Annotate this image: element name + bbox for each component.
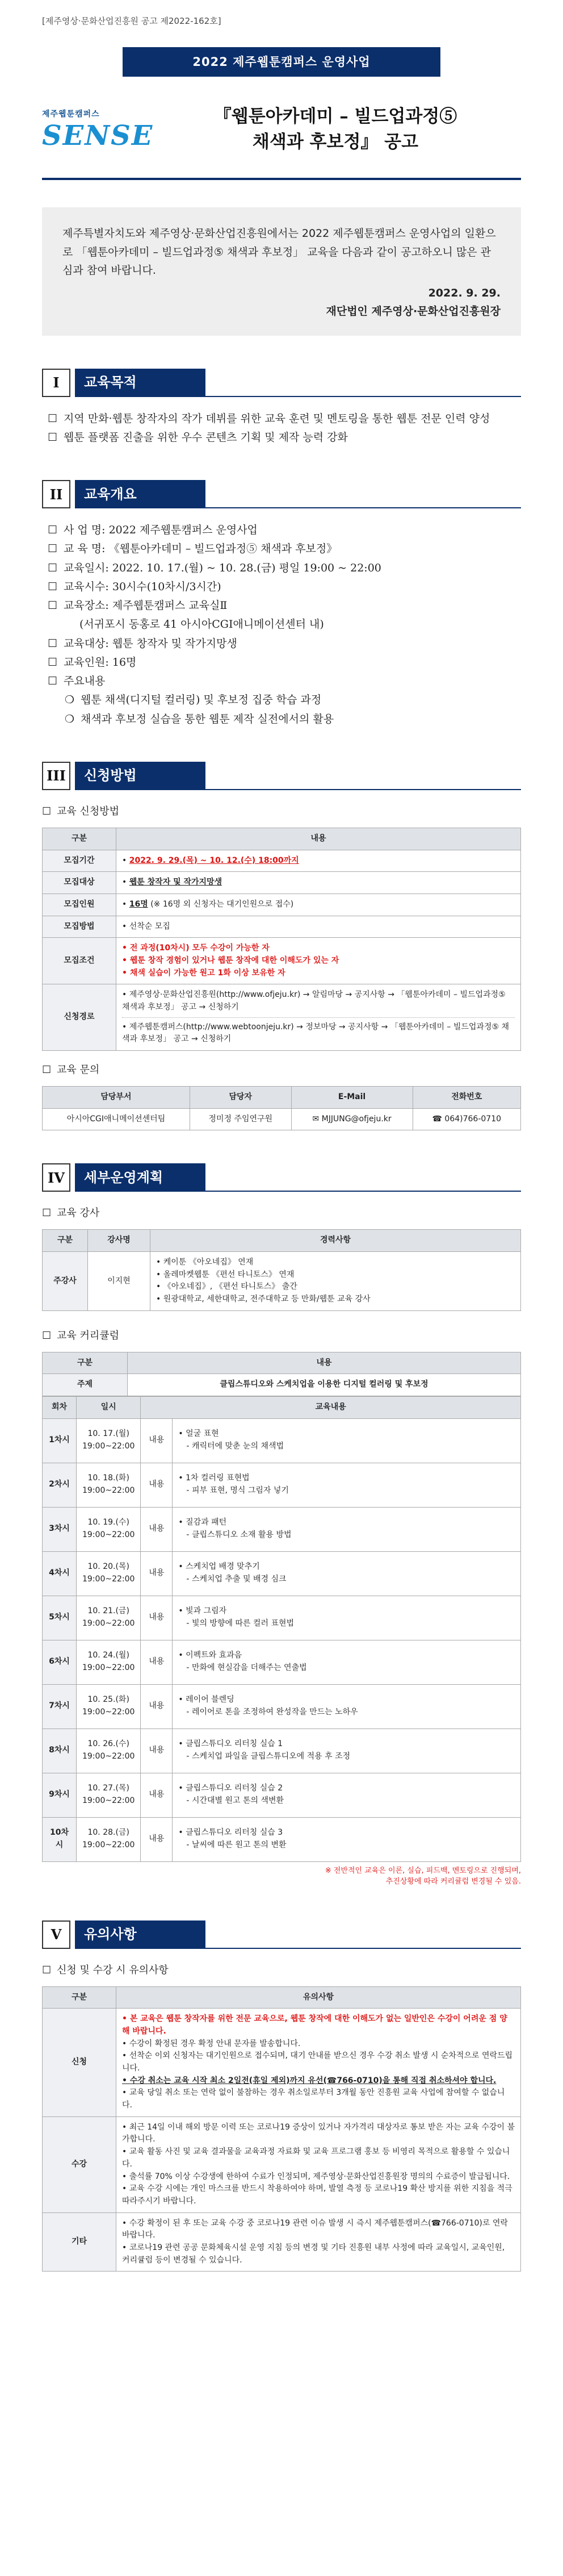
section-rule	[205, 480, 521, 508]
session-content: • 1차 컬러링 표현법 - 피부 표현, 명식 그림자 넣기	[173, 1463, 521, 1507]
session-kind: 내용	[141, 1817, 173, 1861]
table-key: 기타	[43, 2212, 116, 2272]
table-row	[43, 1251, 521, 1310]
table-key: 모집기간	[43, 850, 116, 872]
table-header: 강사명	[88, 1230, 150, 1252]
section-rule	[205, 762, 521, 790]
subsection-label: ☐ 신청 및 수강 시 유의사항	[42, 1963, 521, 1978]
section-number: I	[42, 369, 70, 397]
session-kind: 내용	[141, 1507, 173, 1551]
lecturer-table	[42, 1229, 521, 1310]
table-key: 수강	[43, 2116, 116, 2212]
subsection-label: ☐ 교육 강사	[42, 1205, 521, 1221]
session-rows	[43, 1418, 521, 1861]
square-bullet-icon: ☐	[42, 1329, 52, 1342]
session-number: 5차시	[43, 1596, 77, 1640]
table-header: 유의사항	[116, 1986, 521, 2009]
header-banner	[42, 47, 521, 180]
session-kind: 내용	[141, 1463, 173, 1507]
section-rule	[205, 1920, 521, 1949]
intro-date: 2022. 9. 29.	[428, 287, 501, 300]
list-item: ☐ 교육시수: 30시수(10차시/3시간)	[48, 578, 521, 596]
table-header: 구분	[43, 1352, 128, 1374]
session-number: 3차시	[43, 1507, 77, 1551]
session-datetime: 10. 19.(수) 19:00~22:00	[77, 1507, 141, 1551]
overview-list	[42, 521, 521, 729]
table-cell: 정미정 주임연구원	[190, 1108, 291, 1130]
table-header: 담당자	[190, 1087, 291, 1109]
session-kind: 내용	[141, 1418, 173, 1463]
section-header-purpose	[42, 369, 521, 397]
table-key: 모집인원	[43, 894, 116, 916]
apply-link-ofjeju[interactable]: 제주영상·문화산업진흥원(http://www.ofjeju.kr) → 알림마당 → 공지사항 → 「웹툰아카데미 – 빌드업과정⑤ 채색과 후보정」 공고 → 신청하기	[122, 990, 506, 1012]
table-header-row	[43, 1230, 521, 1252]
session-datetime: 10. 28.(금) 19:00~22:00	[77, 1817, 141, 1861]
table-row	[43, 850, 521, 872]
table-row	[43, 1684, 521, 1729]
apply-table	[42, 828, 521, 1051]
square-bullet-icon: ☐	[48, 542, 58, 556]
square-bullet-icon: ☐	[42, 805, 52, 817]
table-row	[43, 1596, 521, 1640]
square-bullet-icon: ☐	[42, 1964, 52, 1976]
session-kind: 내용	[141, 1640, 173, 1684]
table-row	[43, 2212, 521, 2272]
intro-org: 재단법인 제주영상·문화산업진흥원장	[326, 305, 501, 318]
session-number: 1차시	[43, 1418, 77, 1463]
title-line-2: 채색과 후보정』 공고	[252, 132, 419, 153]
section-number: II	[42, 480, 70, 508]
lecturer-career: • 케이툰 《아오네집》 연재 • 올레마켓웹툰 《편선 타니토스》 연재 • 《아오네집》, 《편선 타니토스》 출간 • 원광대학교, 세한대학교, 전주대학교 등 만화/웹툰 교육 강사	[150, 1251, 521, 1310]
caution-table	[42, 1986, 521, 2272]
session-number: 2차시	[43, 1463, 77, 1507]
email-link[interactable]: ✉ MJJUNG@ofjeju.kr	[291, 1108, 413, 1130]
section-title: 교육개요	[75, 480, 205, 508]
curriculum-note: ※ 전반적인 교육은 이론, 실습, 피드백, 멘토링으로 진행되며, 추진상황에 따라 커리큘럼 변경될 수 있음.	[325, 1866, 521, 1886]
section-rule	[205, 1163, 521, 1192]
table-row	[43, 1729, 521, 1773]
logo-small-text: 제주웹툰캠퍼스	[42, 110, 100, 119]
table-header: 전화번호	[413, 1087, 520, 1109]
session-kind: 내용	[141, 1684, 173, 1729]
section-title: 유의사항	[75, 1920, 205, 1949]
table-cell: 클립스튜디오와 스케치업을 이용한 디지털 컬러링 및 후보정	[128, 1374, 521, 1396]
table-header: 구분	[43, 1230, 88, 1252]
notice-title	[150, 104, 521, 155]
table-cell: • 최근 14일 이내 해외 방문 이력 또는 코로나19 증상이 있거나 자가격리 대상자로 통보 받은 자는 교육 수강이 불가합니다. • 교육 활동 사진 및 교육 결과물을 교육과정 자료화 및 교육 프로그램 홍보 등 비영리 목적으로 활용할 수 있습니다. • 출석률 70% 이상 수강생에 한하여 수료가 인정되며, 제주영상·문화산업진흥원장 명의의 수료증이 발급됩니다. • 교육 수강 시에는 개인 마스크를 반드시 착용하여야 하며, 발열 측정 등 코로나19 확산 방지를 위한 지침을 적극 따라주시기 바랍니다.	[116, 2116, 521, 2212]
table-cell: • 수강 확정이 된 후 또는 교육 수강 중 코로나19 관련 이슈 발생 시 즉시 제주웹툰캠퍼스(☎766-0710)로 연락바랍니다. • 코로나19 관련 공공 문화체육시설 운영 지침 등의 변경 및 기타 진흥원 내부 사정에 따라 교육일시, 교육인원, 커리큘럼 등이 변경될 수 있습니다.	[116, 2212, 521, 2272]
list-item: ☐ 주요내용	[48, 672, 521, 691]
title-line-1: 『웹툰아카데미 – 빌드업과정⑤	[213, 106, 457, 127]
notice-number: [제주영상·문화산업진흥원 공고 제2022-162호]	[42, 16, 221, 26]
list-item: ☐ 웹툰 플랫폼 진출을 위한 우수 콘텐츠 기획 및 제작 능력 강화	[48, 428, 521, 447]
contact-table	[42, 1086, 521, 1130]
campus-logo	[42, 108, 154, 152]
table-key: 신청경로	[43, 984, 116, 1051]
session-datetime: 10. 25.(화) 19:00~22:00	[77, 1684, 141, 1729]
table-header-row	[43, 1352, 521, 1374]
session-content: • 스케치업 배경 맞추기 - 스케치업 추출 및 배경 심크	[173, 1551, 521, 1596]
section-number: III	[42, 762, 70, 790]
session-content: • 클립스튜디오 리터칭 실습 3 - 날씨에 따른 원고 톤의 변환	[173, 1817, 521, 1861]
section-rule	[205, 369, 521, 397]
session-number: 4차시	[43, 1551, 77, 1596]
session-content: • 질감과 패턴 - 클립스튜디오 소재 활용 방법	[173, 1507, 521, 1551]
section-header-overview	[42, 480, 521, 508]
table-cell: • 전 과정(10차시) 모두 수강이 가능한 자 • 웹툰 창작 경험이 있거나 웹툰 창작에 대한 이해도가 있는 자 • 채색 실습이 가능한 원고 1화 이상 보유한 자	[116, 938, 521, 984]
purpose-list	[42, 410, 521, 448]
table-cell: 아시아CGI애니메이션센터팀	[43, 1108, 190, 1130]
square-bullet-icon: ☐	[48, 580, 58, 593]
session-kind: 내용	[141, 1773, 173, 1817]
subsection-label: ☐ 교육 문의	[42, 1062, 521, 1078]
table-header-row	[43, 1986, 521, 2009]
table-row	[43, 2009, 521, 2117]
table-cell: • 웹툰 창작자 및 작가지망생	[116, 872, 521, 894]
list-item: ☐ 교육인원: 16명	[48, 653, 521, 672]
table-key: 모집조건	[43, 938, 116, 984]
table-header: 경력사항	[150, 1230, 521, 1252]
apply-link-webtoonjeju[interactable]: 제주웹툰캠퍼스(http://www.webtoonjeju.kr) → 정보마당 → 공지사항 → 「웹툰아카데미 – 빌드업과정⑤ 채색과 후보정」 공고 → 신청하기	[122, 1022, 510, 1044]
session-number: 8차시	[43, 1729, 77, 1773]
table-header: 회차	[43, 1396, 77, 1418]
session-number: 7차시	[43, 1684, 77, 1729]
table-header-row	[43, 1396, 521, 1418]
table-row	[43, 1463, 521, 1507]
section-header-caution	[42, 1920, 521, 1949]
session-number: 9차시	[43, 1773, 77, 1817]
subsection-label: ☐ 교육 신청방법	[42, 804, 521, 820]
table-row	[43, 984, 521, 1051]
session-kind: 내용	[141, 1596, 173, 1640]
table-cell: • 제주영상·문화산업진흥원(http://www.ofjeju.kr) → 알림마당 → 공지사항 → 「웹툰아카데미 – 빌드업과정⑤ 채색과 후보정」 공고 → 신청하기 • 제주웹툰캠퍼스(http://www.webtoonjeju.kr) → 정보마당 → 공지사항 → 「웹툰아카데미 – 빌드업과정⑤ 채색과 후보정」 공고 → 신청하기	[116, 984, 521, 1051]
table-row	[43, 872, 521, 894]
table-header-row	[43, 1087, 521, 1109]
table-key: 신청	[43, 2009, 116, 2117]
square-bullet-icon: ☐	[48, 524, 58, 537]
banner-top: 2022 제주웹툰캠퍼스 운영사업	[123, 47, 440, 77]
intro-box	[42, 207, 521, 335]
list-item: ☐ 지역 만화·웹툰 창작자의 작가 데뷔를 위한 교육 훈련 및 멘토링을 통한 웹툰 전문 인력 양성	[48, 410, 521, 428]
table-row	[43, 1108, 521, 1130]
list-item: ❍ 채색과 후보정 실습을 통한 웹툰 제작 실전에서의 활용	[48, 710, 521, 729]
session-number: 6차시	[43, 1640, 77, 1684]
session-kind: 내용	[141, 1729, 173, 1773]
phone-number: ☎ 064)766-0710	[413, 1108, 520, 1130]
session-content: • 이펙트와 효과음 - 만화에 현실감을 더해주는 연출법	[173, 1640, 521, 1684]
circle-bullet-icon: ❍	[65, 694, 75, 707]
table-key: 주제	[43, 1374, 128, 1396]
section-number: IV	[42, 1163, 70, 1192]
table-row	[43, 1817, 521, 1861]
table-row	[43, 1640, 521, 1684]
table-cell: • 본 교육은 웹툰 창작자를 위한 전문 교육으로, 웹툰 창작에 대한 이해도가 없는 일반인은 수강이 어려운 점 양해 바랍니다. • 수강이 확정된 경우 확정 안내 문자를 발송합니다. • 선착순 이외 신청자는 대기인원으로 접수되며, 대기 안내를 받으신 경우 수강 취소 발생 시 순차적으로 연락드립니다. • 수강 취소는 교육 시작 최소 2일전(휴일 제외)까지 유선(☎766-0710)을 통해 직접 취소하셔야 합니다. • 교육 당일 취소 또는 연락 없이 불참하는 경우 취소일로부터 3개월 동안 진흥원 교육 사업에 참여할 수 없습니다.	[116, 2009, 521, 2117]
session-content: • 클립스튜디오 리터칭 실습 1 - 스케치업 파일을 클립스튜디오에 적용 후 조정	[173, 1729, 521, 1773]
square-bullet-icon: ☐	[48, 599, 58, 612]
session-datetime: 10. 18.(화) 19:00~22:00	[77, 1463, 141, 1507]
curriculum-table	[42, 1396, 521, 1862]
session-content: • 빛과 그림자 - 빛의 방향에 따른 컬러 표현법	[173, 1596, 521, 1640]
table-cell: • 2022. 9. 29.(목) ~ 10. 12.(수) 18:00까지	[116, 850, 521, 872]
table-header: E-Mail	[291, 1087, 413, 1109]
section-number: V	[42, 1920, 70, 1949]
table-header: 일시	[77, 1396, 141, 1418]
table-row	[43, 916, 521, 938]
table-row	[43, 1773, 521, 1817]
table-key: 모집대상	[43, 872, 116, 894]
table-header: 구분	[43, 1986, 116, 2009]
table-header: 내용	[128, 1352, 521, 1374]
table-cell: • 선착순 모집	[116, 916, 521, 938]
square-bullet-icon: ☐	[48, 656, 58, 669]
session-datetime: 10. 21.(금) 19:00~22:00	[77, 1596, 141, 1640]
square-bullet-icon: ☐	[48, 412, 58, 425]
table-cell: • 16명 (※ 16명 외 신청자는 대기인원으로 접수)	[116, 894, 521, 916]
table-header: 구분	[43, 828, 116, 850]
square-bullet-icon: ☐	[48, 561, 58, 574]
session-datetime: 10. 17.(월) 19:00~22:00	[77, 1418, 141, 1463]
section-title: 세부운영계획	[75, 1163, 205, 1192]
list-item: ☐ 교 육 명: 《웹툰아카데미 – 빌드업과정⑤ 채색과 후보정》	[48, 540, 521, 558]
session-content: • 레이어 블렌딩 - 레이어로 톤을 조정하여 완성작을 만드는 노하우	[173, 1684, 521, 1729]
table-row	[43, 2116, 521, 2212]
circle-bullet-icon: ❍	[65, 712, 75, 725]
list-item: ☐ 교육대상: 웹툰 창작자 및 작가지망생	[48, 634, 521, 653]
square-bullet-icon: ☐	[48, 431, 58, 444]
section-title: 신청방법	[75, 762, 205, 790]
lecturer-name: 이지현	[88, 1251, 150, 1310]
session-kind: 내용	[141, 1551, 173, 1596]
list-item: ☐ 사 업 명: 2022 제주웹툰캠퍼스 운영사업	[48, 521, 521, 540]
table-row	[43, 1507, 521, 1551]
banner-body	[42, 87, 521, 172]
table-header-row	[43, 828, 521, 850]
session-datetime: 10. 20.(목) 19:00~22:00	[77, 1551, 141, 1596]
section-title: 교육목적	[75, 369, 205, 397]
intro-text: 제주특별자치도와 제주영상·문화산업진흥원에서는 2022 제주웹툰캠퍼스 운영사업의 일환으로 「웹툰아카데미 – 빌드업과정⑤ 채색과 후보정」 교육을 다음과 같이 공고하오니 많은 관심과 참여 바랍니다.	[62, 227, 496, 277]
square-bullet-icon: ☐	[42, 1207, 52, 1220]
banner-divider	[42, 178, 521, 180]
table-row	[43, 1418, 521, 1463]
session-content: • 얼굴 표현 - 캐릭터에 맞춘 눈의 채색법	[173, 1418, 521, 1463]
table-header: 담당부서	[43, 1087, 190, 1109]
table-row	[43, 1374, 521, 1396]
session-datetime: 10. 27.(목) 19:00~22:00	[77, 1773, 141, 1817]
list-item: ☐ 교육장소: 제주웹툰캠퍼스 교육실Ⅱ	[48, 596, 521, 615]
list-item: (서귀포시 동홍로 41 아시아CGI애니메이션센터 내)	[79, 618, 324, 631]
table-key: 주강사	[43, 1251, 88, 1310]
square-bullet-icon: ☐	[48, 637, 58, 650]
table-header: 내용	[116, 828, 521, 850]
theme-table	[42, 1352, 521, 1396]
square-bullet-icon: ☐	[42, 1064, 52, 1076]
section-header-apply	[42, 762, 521, 790]
list-item: ❍ 웹툰 채색(디지털 컬러링) 및 후보정 집중 학습 과정	[48, 691, 521, 709]
subsection-label: ☐ 교육 커리큘럼	[42, 1328, 521, 1344]
session-content: • 클립스튜디오 리터칭 실습 2 - 시간대별 원고 톤의 색변환	[173, 1773, 521, 1817]
table-row	[43, 938, 521, 984]
table-header: 교육내용	[141, 1396, 521, 1418]
logo-sense-text: SENSE	[42, 119, 154, 152]
list-item: ☐ 교육일시: 2022. 10. 17.(월) ~ 10. 28.(금) 평일 19:00 ~ 22:00	[48, 559, 521, 578]
table-row	[43, 894, 521, 916]
square-bullet-icon: ☐	[48, 675, 58, 688]
table-row	[43, 1551, 521, 1596]
table-key: 모집방법	[43, 916, 116, 938]
section-header-detail	[42, 1163, 521, 1192]
session-number: 10차시	[43, 1817, 77, 1861]
session-datetime: 10. 24.(월) 19:00~22:00	[77, 1640, 141, 1684]
session-datetime: 10. 26.(수) 19:00~22:00	[77, 1729, 141, 1773]
